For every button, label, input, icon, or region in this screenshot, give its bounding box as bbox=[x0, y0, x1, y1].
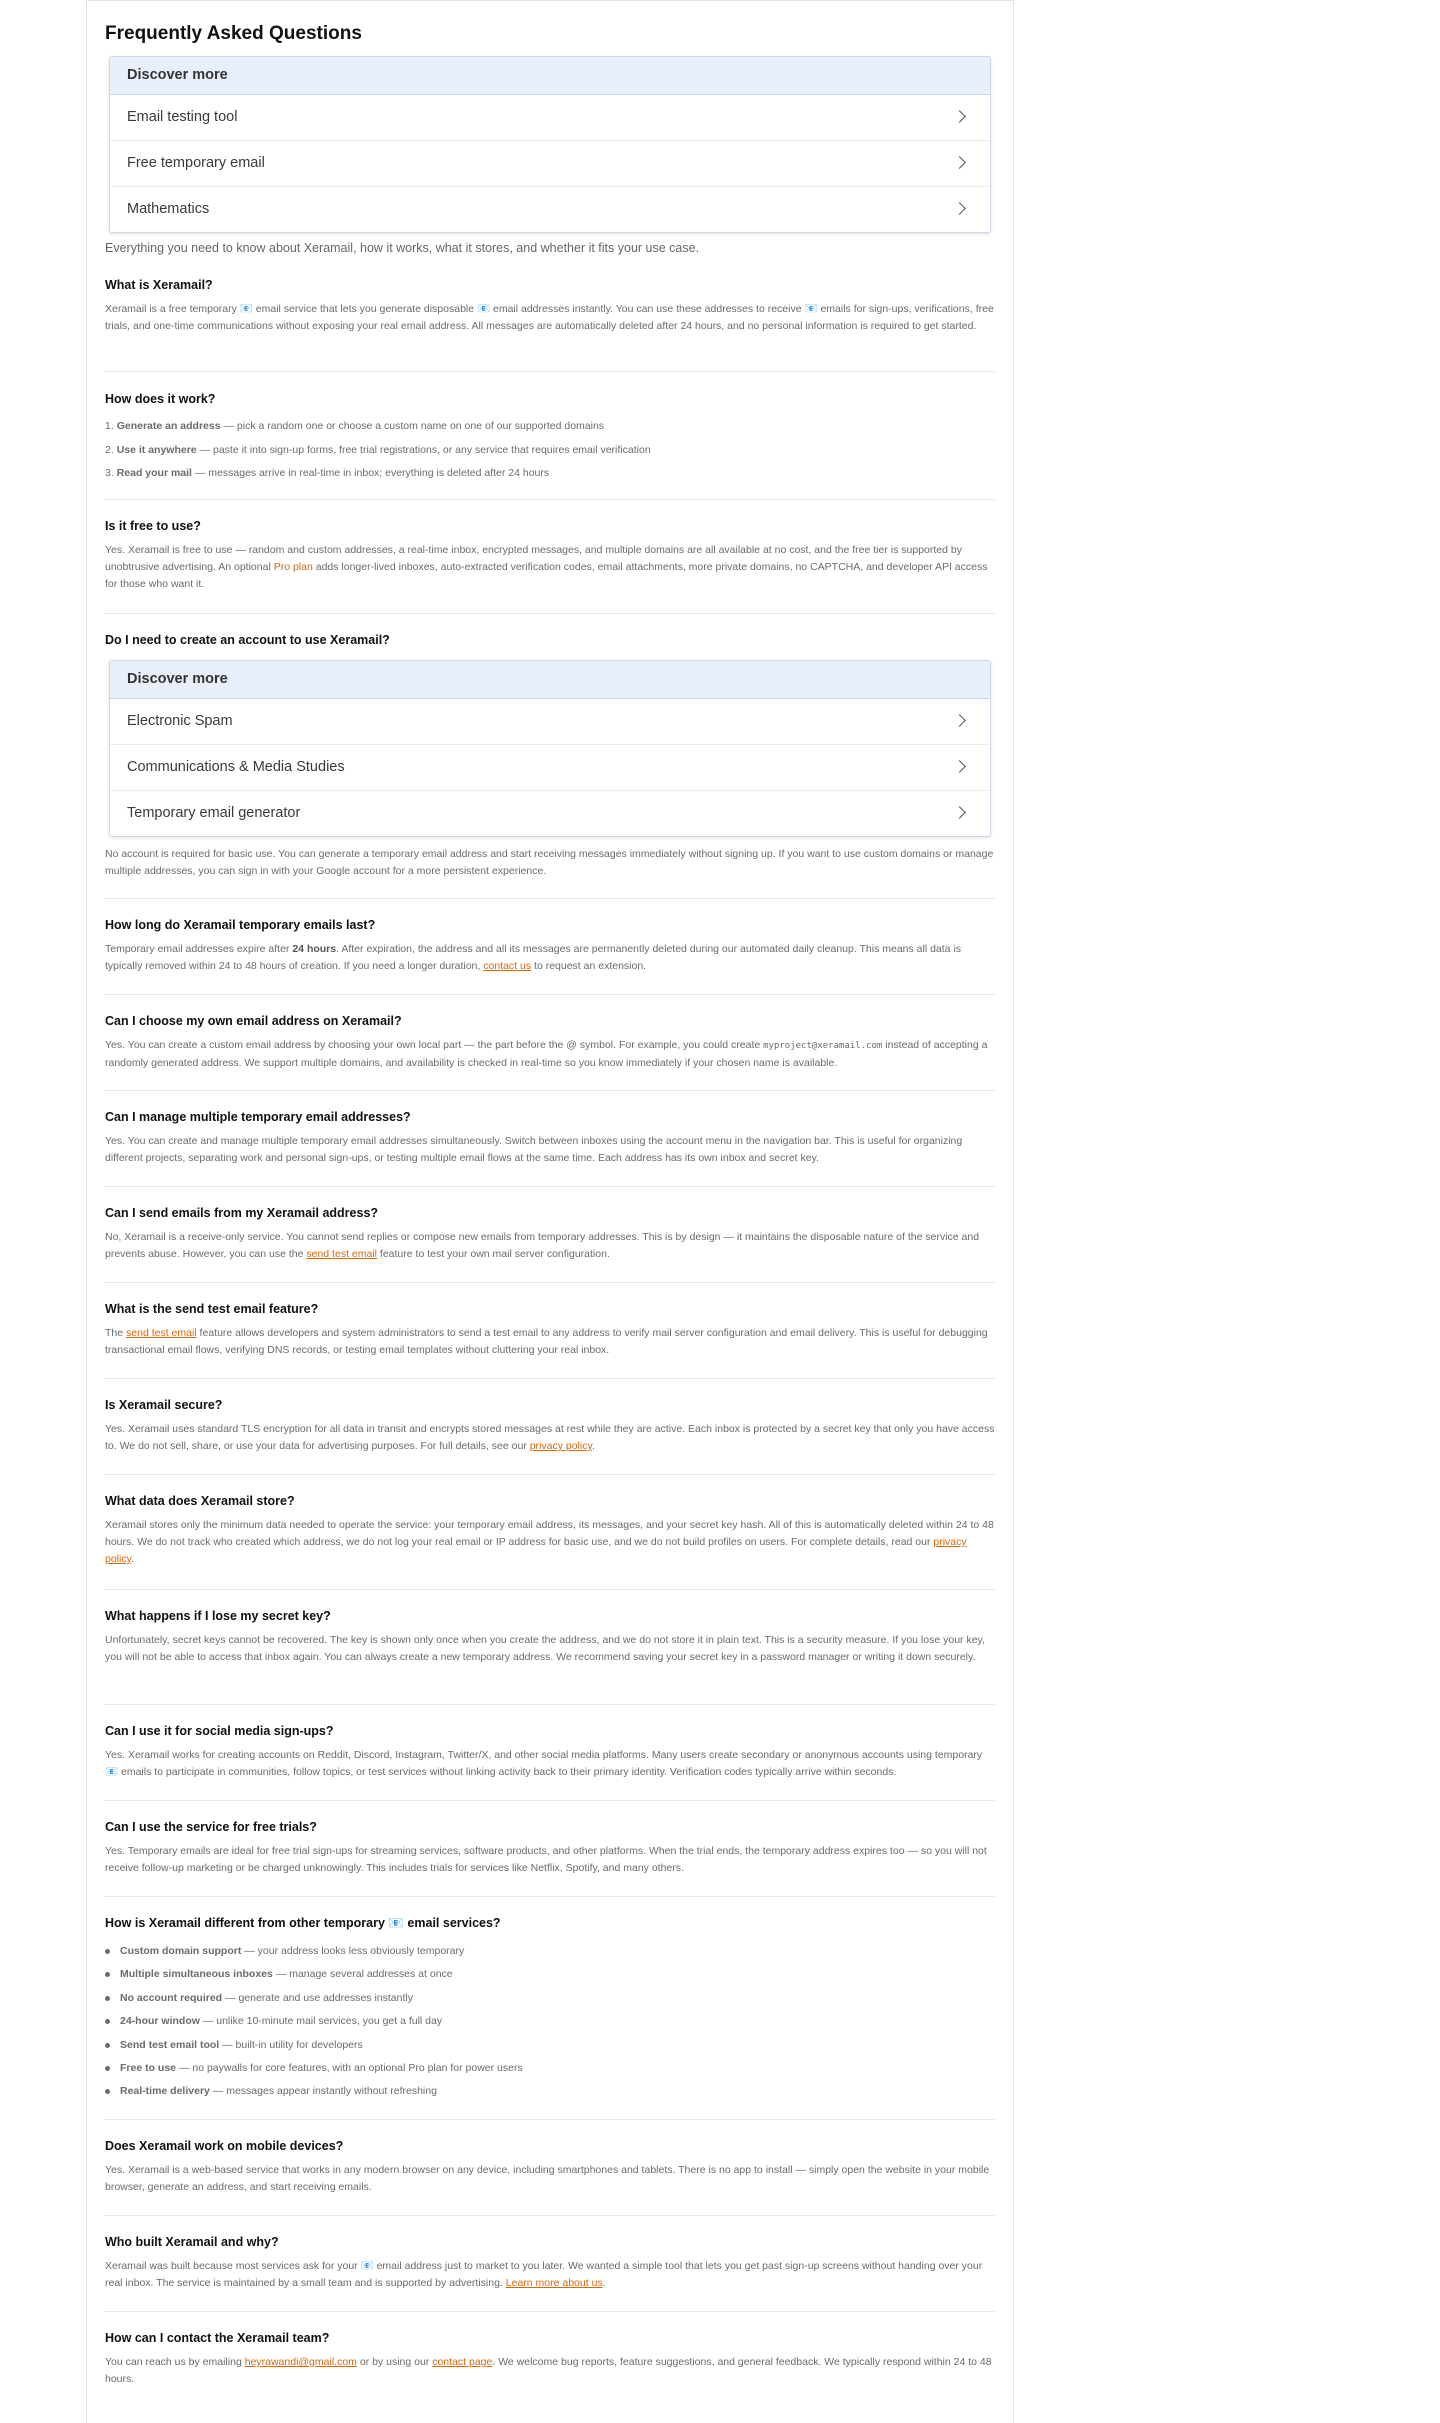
divider bbox=[105, 898, 995, 899]
divider bbox=[105, 1704, 995, 1705]
faq-question: Does Xeramail work on mobile devices? bbox=[105, 2139, 344, 2153]
faq-answer: You can reach us by emailing heyrawandi@gmail.com or by using our contact page. We welcome bug reports, feature suggestions, and general feedback. We typically respond within 24 to 48 hours. bbox=[105, 2356, 992, 2385]
faq-question: Can I use it for social media sign-ups? bbox=[105, 1724, 334, 1738]
faq-intro: Everything you need to know about Xeramail, how it works, what it stores, and whether it fits your use case. bbox=[105, 241, 700, 255]
faq-item bbox=[105, 1916, 995, 2104]
discover-item-free-temporary-email[interactable] bbox=[110, 141, 990, 187]
chevron-right-icon bbox=[953, 806, 966, 819]
faq-question: What is the send test email feature? bbox=[105, 1302, 319, 1316]
divider bbox=[105, 1090, 995, 1091]
faq-item bbox=[105, 1206, 995, 1263]
divider bbox=[105, 499, 995, 500]
step-item: 2. Use it anywhere — paste it into sign-up forms, free trial registrations, or any service that requires email verification bbox=[105, 443, 651, 456]
faq-answer: Yes. Xeramail works for creating accounts on Reddit, Discord, Instagram, Twitter/X, and other social media platforms. Many users create secondary or anonymous accounts using temporary 📧 emails to participate in communities, follow topics, or test services without linking activity back to their primary identity. Verification codes typically arrive within seconds. bbox=[105, 1749, 983, 1778]
faq-answer: Yes. Xeramail is a web-based service that works in any modern browser on any device, including smartphones and tablets. There is no app to install — simply open the website in your mobile browser, generate an address, and start receiving emails. bbox=[105, 2164, 990, 2193]
faq-question: What happens if I lose my secret key? bbox=[105, 1609, 331, 1623]
faq-question: Can I choose my own email address on Xeramail? bbox=[105, 1014, 402, 1028]
discover-more-panel-1 bbox=[109, 56, 991, 233]
discover-item-electronic-spam[interactable] bbox=[110, 699, 990, 745]
faq-item bbox=[105, 1014, 995, 1072]
faq-answer: Yes. Temporary emails are ideal for free trial sign-ups for streaming services, software products, and other platforms. When the trial ends, the temporary address expires too — so you will not receive follow-up marketing or be charged unknowingly. This includes trials for services like Netflix, Spotify, and many others. bbox=[105, 1845, 987, 1874]
faq-question: Do I need to create an account to use Xeramail? bbox=[105, 633, 390, 647]
faq-item bbox=[105, 1302, 995, 1359]
discover-item-label: Mathematics bbox=[127, 201, 210, 217]
faq-answer: The send test email feature allows developers and system administrators to send a test email to any address to verify mail server configuration and email delivery. This is useful for debugging transactional email flows, verifying DNS records, or testing email templates without cluttering your real inbox. bbox=[105, 1327, 988, 1356]
faq-answer: Yes. Xeramail uses standard TLS encryption for all data in transit and encrypts stored messages at rest while they are active. Each inbox is protected by a secret key that only you have access to. We do not sell, share, or use your data for advertising purposes. For full details, see our privacy policy. bbox=[105, 1423, 995, 1452]
faq-question: Is it free to use? bbox=[105, 519, 201, 533]
faq-answer: Temporary email addresses expire after 24 hours. After expiration, the address and all its messages are permanently deleted during our automated daily cleanup. This means all data is typically removed within 24 to 48 hours of creation. If you need a longer duration, contact us to request an extension. bbox=[105, 943, 962, 972]
faq-answer: No account is required for basic use. You can generate a temporary email address and start receiving messages immediately without signing up. If you want to use custom domains or manage multiple addresses, you can sign in with your Google account for a more persistent experience. bbox=[105, 848, 994, 877]
faq-question: How is Xeramail different from other temporary 📧 email services? bbox=[105, 1916, 501, 1930]
discover-item-email-testing-tool[interactable] bbox=[110, 95, 990, 141]
divider bbox=[105, 1896, 995, 1897]
faq-answer: Yes. You can create and manage multiple temporary email addresses simultaneously. Switch between inboxes using the account menu in the navigation bar. This is useful for organizing different projects, separating work and personal sign-ups, or testing multiple email flows at the same time. Each address has its own inbox and secret key. bbox=[105, 1135, 963, 1164]
discover-item-mathematics[interactable] bbox=[110, 187, 990, 232]
send-test-email-link[interactable]: send test email bbox=[306, 1248, 377, 1260]
list-item: 24-hour window — unlike 10-minute mail services, you get a full day bbox=[105, 2010, 995, 2033]
discover-item-label: Electronic Spam bbox=[127, 713, 233, 729]
faq-item bbox=[105, 918, 995, 975]
privacy-policy-link[interactable]: privacy policy bbox=[529, 1440, 592, 1452]
discover-item-label: Temporary email generator bbox=[127, 805, 301, 821]
divider bbox=[105, 2311, 995, 2312]
step-item: 3. Read your mail — messages arrive in real-time in inbox; everything is deleted after 24 hours bbox=[105, 467, 550, 479]
divider bbox=[105, 1282, 995, 1283]
faq-item bbox=[105, 519, 995, 593]
discover-more-header: Discover more bbox=[110, 661, 990, 699]
faq-question: Can I use the service for free trials? bbox=[105, 1820, 317, 1834]
learn-more-link[interactable]: Learn more about us bbox=[505, 2277, 603, 2289]
divider bbox=[105, 1474, 995, 1475]
faq-item bbox=[105, 633, 995, 656]
divider bbox=[105, 613, 995, 614]
divider bbox=[105, 1589, 995, 1590]
discover-item-communications-media-studies[interactable] bbox=[110, 745, 990, 791]
chevron-right-icon bbox=[953, 110, 966, 123]
chevron-right-icon bbox=[953, 714, 966, 727]
faq-item bbox=[105, 278, 995, 335]
faq-answer: No, Xeramail is a receive-only service. You cannot send replies or compose new emails from temporary addresses. This is by design — it maintains the disposable nature of the service and prevents abuse. However, you can use the send test email feature to test your own mail server configuration. bbox=[105, 1231, 980, 1260]
discover-more-panel-2 bbox=[109, 660, 991, 837]
discover-item-label: Free temporary email bbox=[127, 155, 265, 171]
faq-item bbox=[105, 1820, 995, 1877]
faq-answer: Xeramail was built because most services ask for your 📧 email address just to market to you later. We wanted a simple tool that lets you get past sign-up screens without handing over your real inbox. The service is maintained by a small team and is supported by advertising. Learn more about us. bbox=[105, 2260, 983, 2289]
faq-answer: Yes. Xeramail is free to use — random and custom addresses, a real-time inbox, encrypted messages, and multiple domains are all available at no cost, and the free tier is supported by unobtrusive advertising. An optional Pro plan adds longer-lived inboxes, auto-extracted verification codes, email attachments, more private domains, no CAPTCHA, and developer API access for those who want it. bbox=[105, 544, 988, 590]
faq-item bbox=[105, 1398, 995, 1455]
faq-item bbox=[105, 1110, 995, 1167]
faq-question: What is Xeramail? bbox=[105, 278, 213, 292]
example-address: myproject@xeramail.com bbox=[763, 1041, 883, 1051]
faq-question: How does it work? bbox=[105, 392, 216, 406]
faq-item bbox=[105, 846, 995, 880]
page-title: Frequently Asked Questions bbox=[105, 23, 362, 44]
discover-item-label: Email testing tool bbox=[127, 109, 238, 125]
steps-list bbox=[105, 415, 995, 486]
divider bbox=[105, 371, 995, 372]
faq-item bbox=[105, 1609, 995, 1666]
privacy-policy-link[interactable]: privacy policy bbox=[105, 1536, 967, 1565]
faq-answer: Xeramail stores only the minimum data needed to operate the service: your temporary email address, its messages, and your secret key hash. All of this is automatically deleted within 24 to 48 hours. We do not track who created which address, we do not log your real email or IP address for basic use, and we do not build profiles on users. For complete details, read our privacy policy. bbox=[105, 1519, 994, 1565]
discover-item-label: Communications & Media Studies bbox=[127, 759, 345, 775]
faq-question: Who built Xeramail and why? bbox=[105, 2235, 279, 2249]
faq-item bbox=[105, 1494, 995, 1568]
faq-question: Is Xeramail secure? bbox=[105, 1398, 223, 1412]
faq-answer: Unfortunately, secret keys cannot be recovered. The key is shown only once when you create the address, and we do not store it in plain text. This is a security measure. If you lose your key, you will not be able to access that inbox again. You can always create a new temporary address. We recommend saving your secret key in a password manager or writing it down securely. bbox=[105, 1634, 985, 1663]
faq-item bbox=[105, 392, 995, 486]
send-test-email-link[interactable]: send test email bbox=[126, 1327, 197, 1339]
faq-question: Can I send emails from my Xeramail address? bbox=[105, 1206, 379, 1220]
pro-plan-link[interactable]: Pro plan bbox=[273, 561, 313, 573]
step-item: 1. Generate an address — pick a random one or choose a custom name on one of our supported domains bbox=[105, 420, 605, 432]
list-item: Multiple simultaneous inboxes — manage several addresses at once bbox=[105, 1963, 995, 1986]
faq-answer: Xeramail is a free temporary 📧 email service that lets you generate disposable 📧 email addresses instantly. You can use these addresses to receive 📧 emails for sign-ups, verifications, free trials, and one-time communications without exposing your real email address. All messages are automatically deleted after 24 hours, and no personal information is required to get started. bbox=[105, 303, 994, 332]
list-item: No account required — generate and use addresses instantly bbox=[105, 1987, 995, 2010]
divider bbox=[105, 2215, 995, 2216]
divider bbox=[105, 2119, 995, 2120]
contact-page-link[interactable]: contact page bbox=[432, 2356, 493, 2368]
list-item: Custom domain support — your address looks less obviously temporary bbox=[105, 1940, 995, 1963]
faq-question: How long do Xeramail temporary emails last? bbox=[105, 918, 376, 932]
list-item: Send test email tool — built-in utility for developers bbox=[105, 2034, 995, 2057]
faq-page bbox=[86, 0, 1014, 2423]
chevron-right-icon bbox=[953, 202, 966, 215]
faq-item bbox=[105, 2139, 995, 2196]
discover-more-header: Discover more bbox=[110, 57, 990, 95]
list-item: Real-time delivery — messages appear instantly without refreshing bbox=[105, 2080, 995, 2103]
email-link[interactable]: heyrawandi@gmail.com bbox=[244, 2356, 357, 2368]
list-item: Free to use — no paywalls for core features, with an optional Pro plan for power users bbox=[105, 2057, 995, 2080]
faq-question: What data does Xeramail store? bbox=[105, 1494, 295, 1508]
divider bbox=[105, 1800, 995, 1801]
contact-us-link[interactable]: contact us bbox=[483, 960, 532, 972]
faq-item bbox=[105, 1724, 995, 1781]
differences-list bbox=[105, 1940, 995, 2104]
divider bbox=[105, 1378, 995, 1379]
faq-question: How can I contact the Xeramail team? bbox=[105, 2331, 330, 2345]
faq-question: Can I manage multiple temporary email addresses? bbox=[105, 1110, 411, 1124]
chevron-right-icon bbox=[953, 156, 966, 169]
divider bbox=[105, 1186, 995, 1187]
faq-answer: Yes. You can create a custom email address by choosing your own local part — the part before the @ symbol. For example, you could create myproject@xeramail.com instead of accepting a randomly generated address. We support multiple domains, and availability is checked in real-time so you know immediately if your chosen name is available. bbox=[105, 1039, 988, 1069]
divider bbox=[105, 994, 995, 995]
chevron-right-icon bbox=[953, 760, 966, 773]
faq-item bbox=[105, 2235, 995, 2292]
discover-item-temporary-email-generator[interactable] bbox=[110, 791, 990, 836]
faq-item bbox=[105, 2331, 995, 2388]
